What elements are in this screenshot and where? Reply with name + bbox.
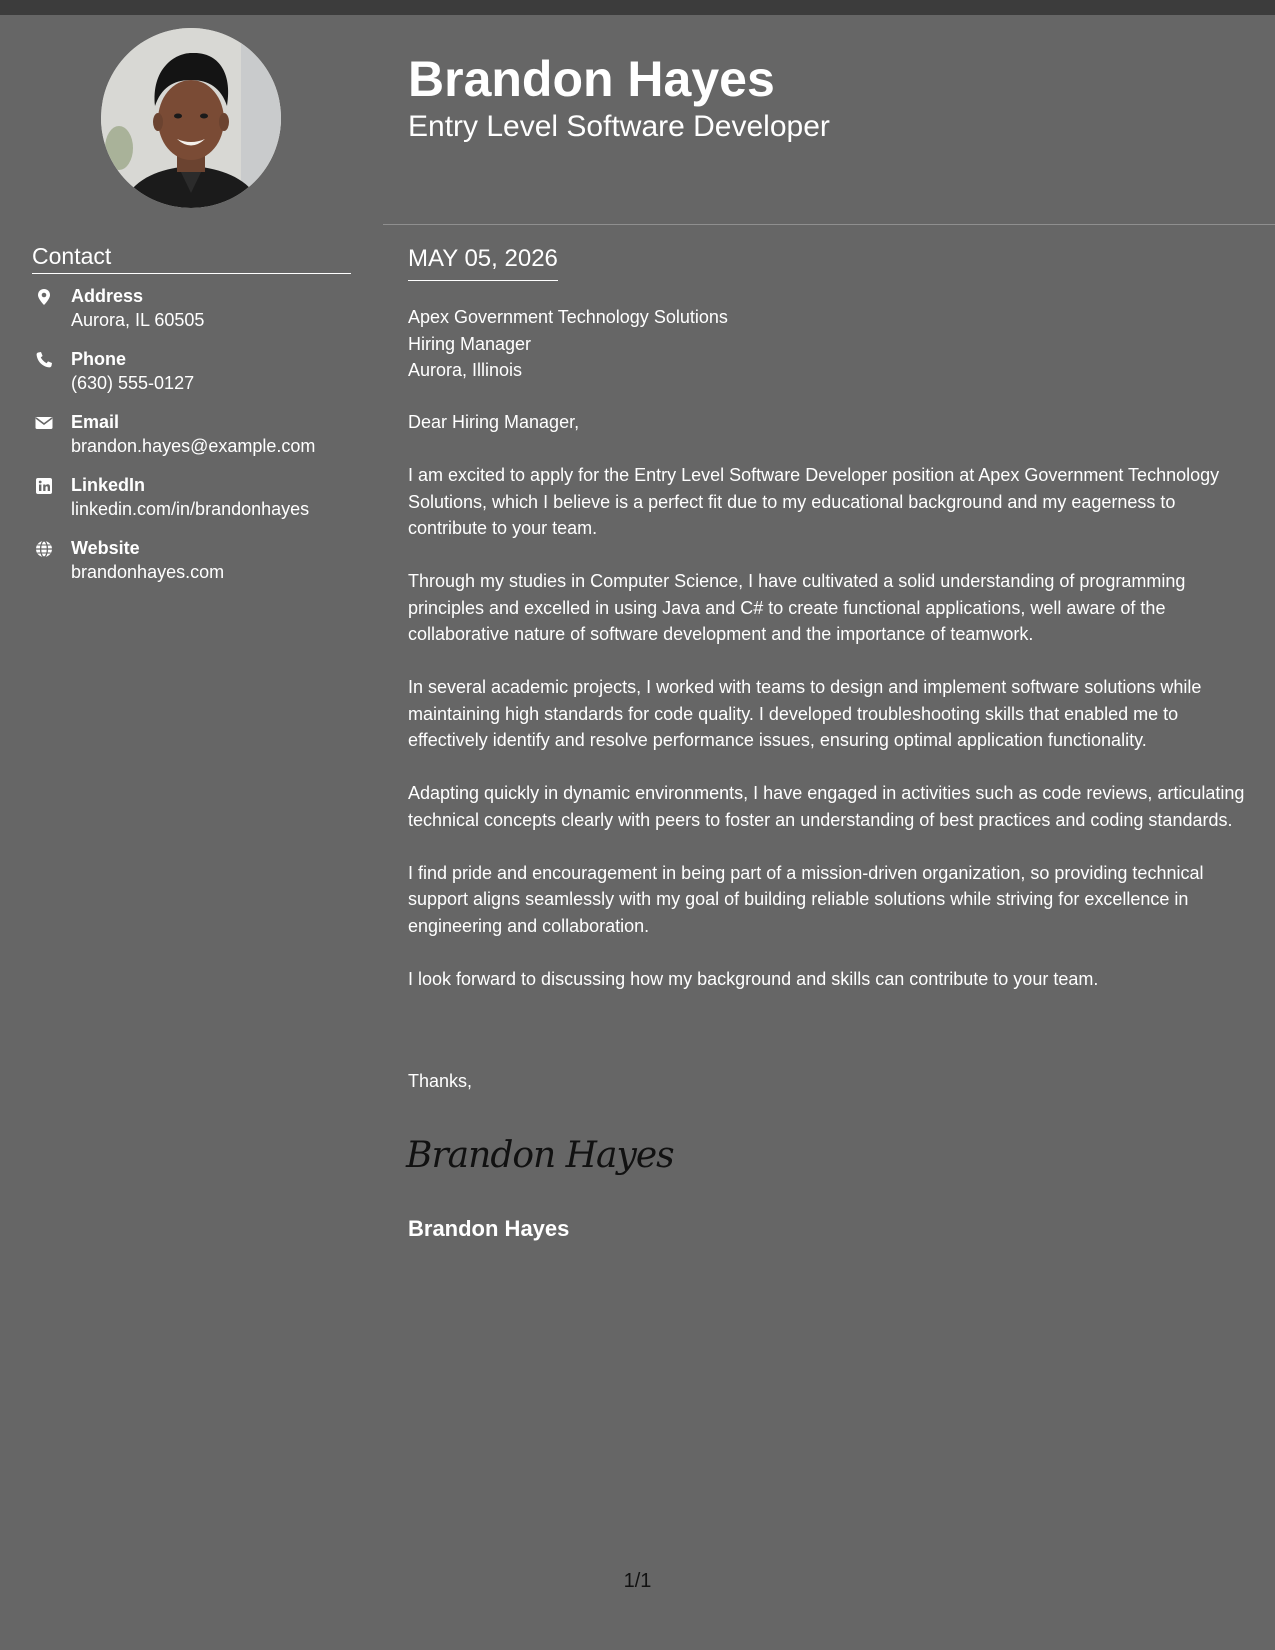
contact-value-address: Aurora, IL 60505 [71,310,205,330]
profile-photo-image [101,28,281,208]
contact-heading: Contact [32,241,351,274]
contact-item-email [32,410,362,473]
recipient-block [408,304,728,384]
recipient-company: Apex Government Technology Solutions [408,307,728,327]
header-divider [383,224,1275,225]
recipient-role: Hiring Manager [408,333,532,354]
contact-label-address: Address [71,286,144,306]
letter-date: MAY 05, 2026 [408,243,558,281]
job-title: Entry Level Software Developer [408,110,830,143]
applicant-name: Brandon Hayes [408,51,775,107]
contact-item-phone [32,347,362,410]
contact-value-email[interactable]: brandon.hayes@example.com [71,436,316,456]
phone-icon [35,351,53,369]
contact-item-website [32,536,362,599]
contact-label-phone: Phone [71,349,127,369]
linkedin-icon [35,477,53,495]
letter-paragraph: In several academic projects, I worked with teams to design and implement software solutions while maintaining high standards for code quality. I developed troubleshooting skills that enabled me to effectively identify and resolve performance issues, ensuring optimal application functionality. [408,677,1202,750]
contact-label-email: Email [71,412,120,432]
top-bar [0,0,1275,15]
contact-label-website: Website [71,538,140,558]
contact-label-linkedin: LinkedIn [71,475,146,495]
recipient-location: Aurora, Illinois [408,360,523,380]
page-number: 1/1 [623,1570,652,1592]
profile-photo [101,28,281,208]
globe-icon [35,540,53,558]
letter-paragraph: Adapting quickly in dynamic environments, I have engaged in activities such as code reviews, articulating technical concepts clearly with peers to foster an understanding of best practices and coding standards. [408,783,1245,830]
letter-body [408,409,1248,1019]
cover-letter-page [0,15,1275,1650]
contact-item-linkedin [32,473,362,536]
envelope-icon [35,414,53,432]
letter-paragraph: I am excited to apply for the Entry Level Software Developer position at Apex Government Technology Solutions, which I believe is a perfect fit due to my educational background and my eagerness to contribute to your team. [408,465,1220,538]
contact-list [32,284,362,599]
contact-value-phone[interactable]: (630) 555-0127 [71,373,195,393]
contact-value-website[interactable]: brandonhayes.com [71,562,225,582]
contact-value-linkedin[interactable]: linkedin.com/in/brandonhayes [71,499,310,519]
closing: Thanks, [408,1071,473,1091]
signer-name: Brandon Hayes [408,1216,570,1241]
contact-item-address [32,284,362,347]
map-pin-icon [35,288,53,306]
handwritten-signature: Brandon Hayes [406,1135,674,1176]
salutation: Dear Hiring Manager, [408,412,580,432]
letter-paragraph: I look forward to discussing how my background and skills can contribute to your team. [408,968,1099,989]
letter-paragraph: Through my studies in Computer Science, I have cultivated a solid understanding of programming principles and excelled in using Java and C# to create functional applications, well aware of the collaborative nature of software development and the importance of teamwork. [408,571,1186,644]
letter-paragraph: I find pride and encouragement in being part of a mission-driven organization, so providing technical support aligns seamlessly with my goal of building reliable solutions while striving for excellence in engineering and collaboration. [408,862,1204,936]
